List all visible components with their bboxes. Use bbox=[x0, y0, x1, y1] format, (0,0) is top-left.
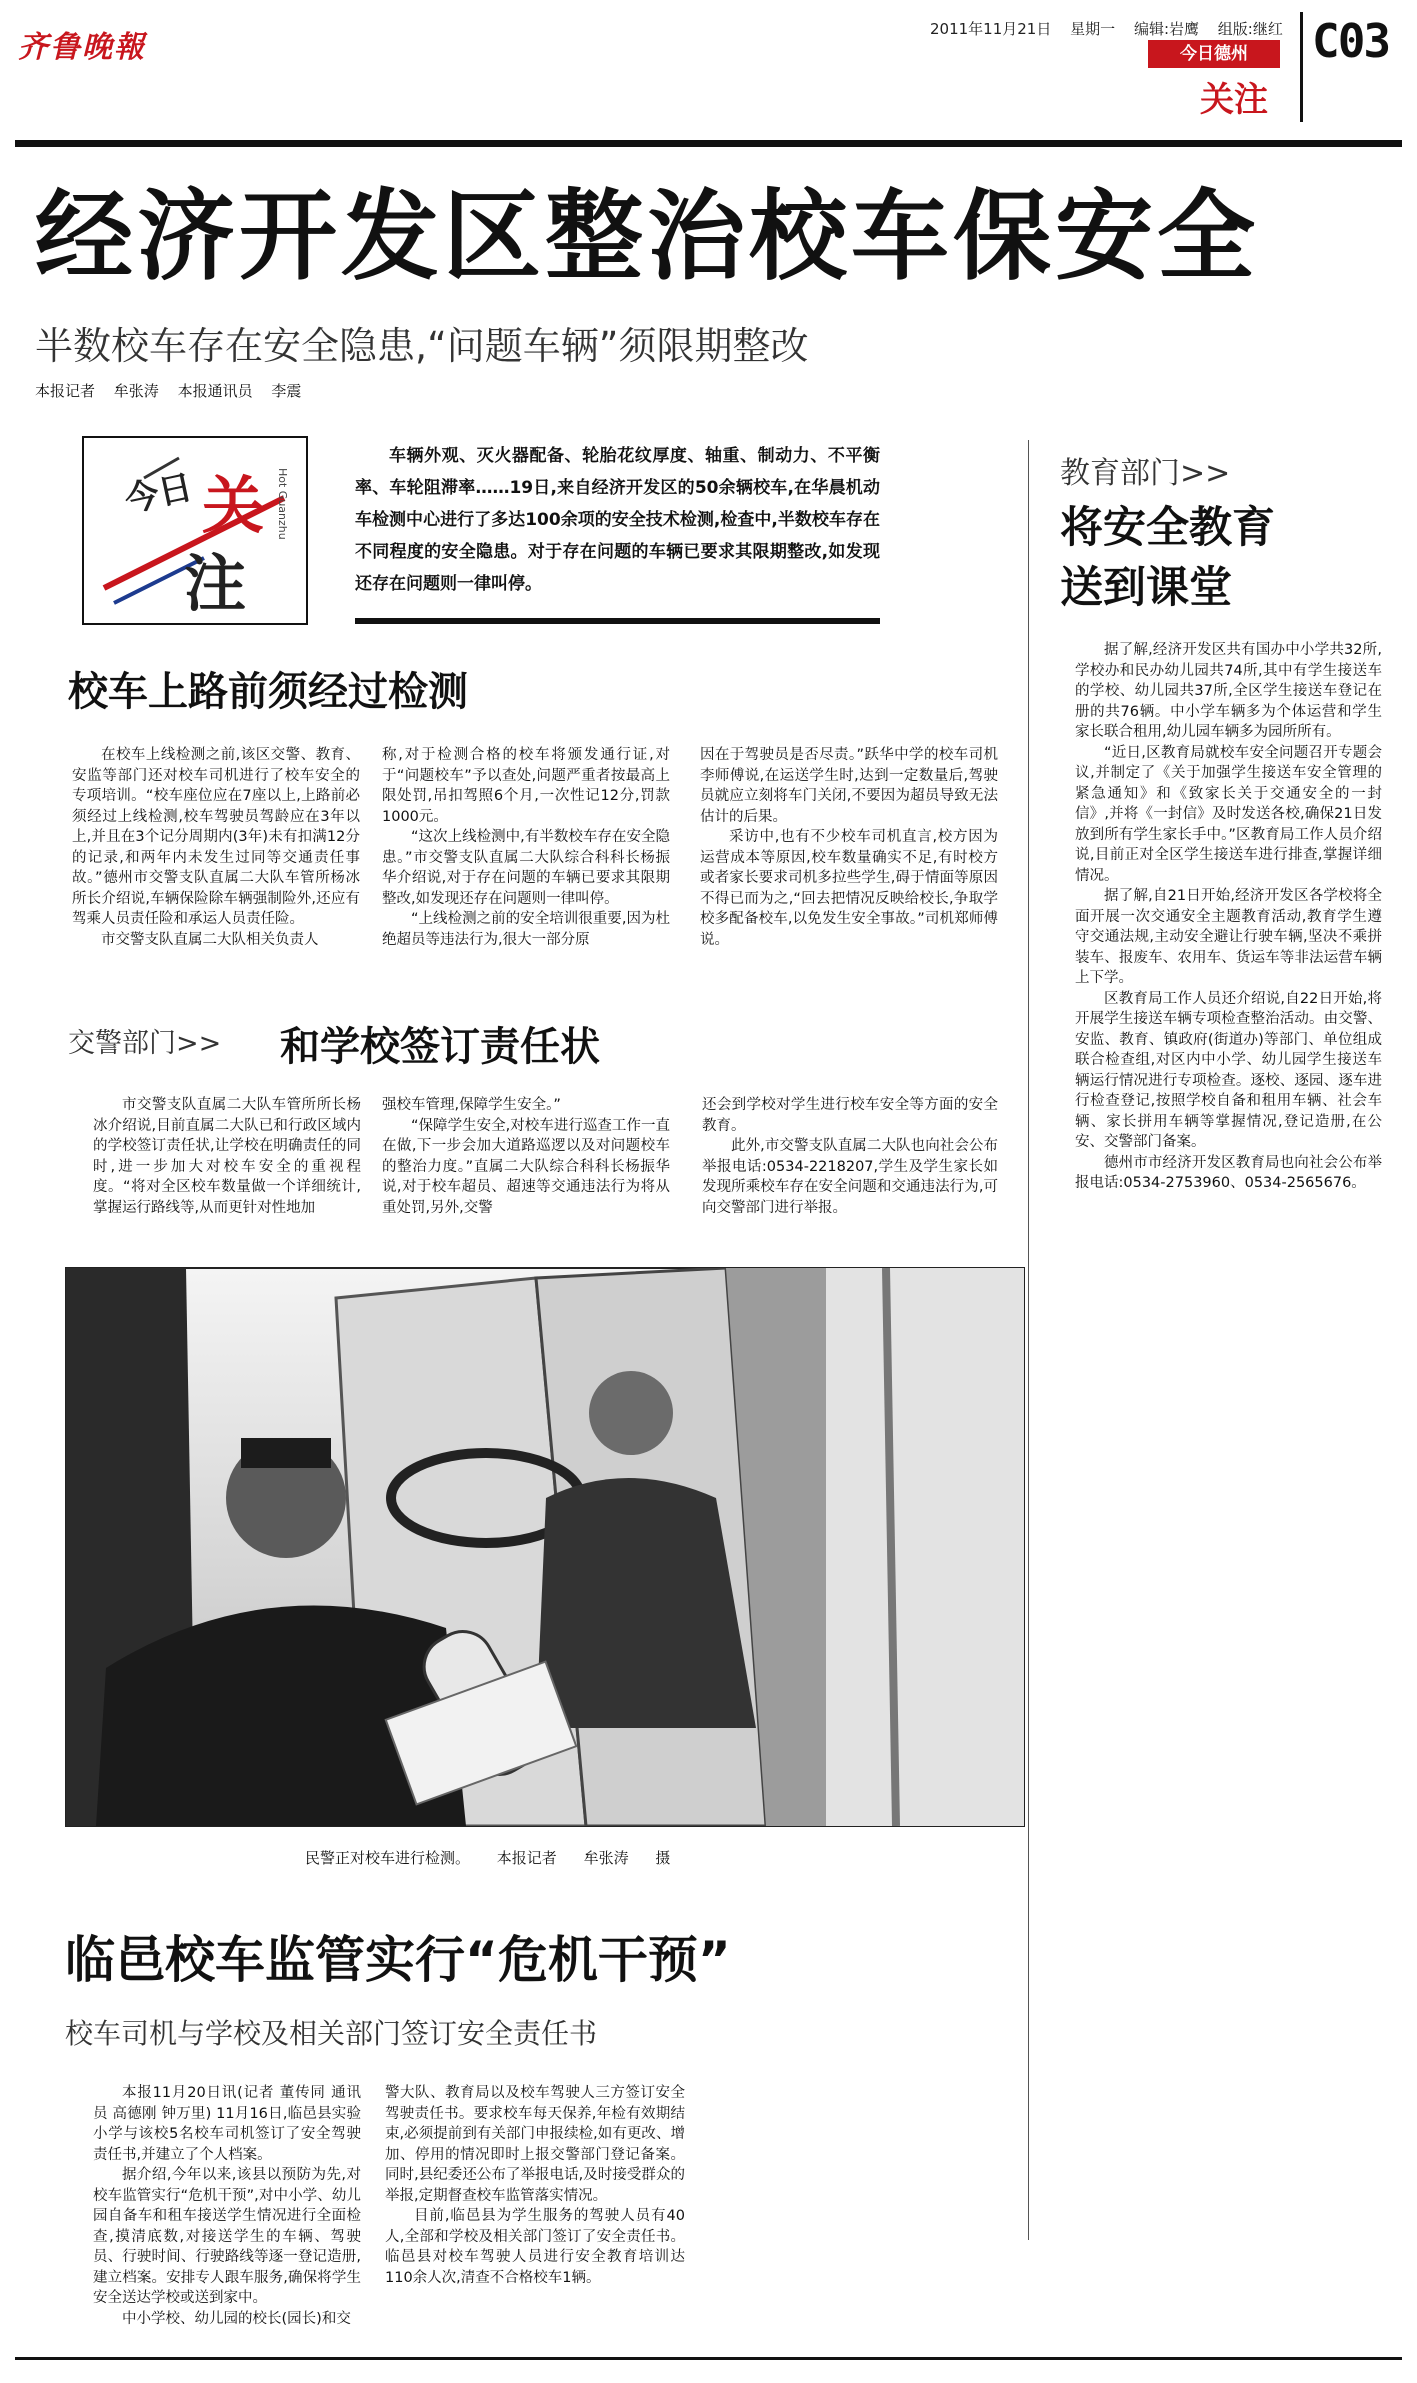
paragraph: 区教育局工作人员还介绍说,自22日开始,将开展学生接送车辆专项检查整治活动。由交警、安监、教育、镇政府(街道办)等部门、单位组成联合检查组,对区内中小学、幼儿园学生接送车辆运行情况进行专项检查。逐校、逐园、逐车进行检查登记,按照学校自备和租用车辆、社会车辆、家长拼用车辆等掌握情况,登记造册,在公安、交警部门备案。 bbox=[1075, 990, 1382, 1150]
paragraph: 强校车管理,保障学生安全。” bbox=[382, 1097, 561, 1113]
title-line: 送到课堂 bbox=[1060, 563, 1232, 613]
paragraph: 此外,市交警支队直属二大队也向社会公布举报电话:0534-2218207,学生及学生家长如发现所乘校车存在安全问题和交通违法行为,可向交警部门进行举报。 bbox=[702, 1138, 998, 1216]
text-column bbox=[385, 2083, 685, 2288]
paragraph: 市交警支队直属二大队相关负责人 bbox=[101, 931, 319, 948]
column-divider bbox=[1028, 440, 1029, 2240]
layout-credit: 组版:继红 bbox=[1217, 20, 1283, 38]
caption-text: 民警正对校车进行检测。 bbox=[305, 1849, 471, 1867]
paragraph: 据介绍,今年以来,该县以预防为先,对校车监管实行“危机干预”,对中小学、幼儿园自备车和租车接送学生情况进行全面检查,摸清底数,对接送学生的车辆、驾驶员、行驶时间、行驶路线等逐一登记造册,建立档案。安排专人跟车服务,确保将学生安全送达学校或送到家中。 bbox=[93, 2167, 361, 2306]
paragraph: 还会到学校对学生进行校车安全等方面的安全教育。 bbox=[702, 1097, 998, 1134]
byline bbox=[35, 380, 315, 401]
paragraph: 目前,临邑县为学生服务的驾驶人员有40人,全部和学校及相关部门签订了安全责任书。临邑县对校车驾驶人员进行安全教育培训达110余人次,清查不合格校车1辆。 bbox=[385, 2208, 685, 2286]
section-title bbox=[1060, 498, 1360, 618]
region-tab: 今日德州 bbox=[1148, 40, 1280, 68]
news-photo bbox=[65, 1267, 1025, 1827]
paragraph: 本报11月20日讯(记者 董传同 通讯员 高德刚 钟万里) 11月16日,临邑县实验小学与该校5名校车司机签订了安全驾驶责任书,并建立了个人档案。 bbox=[93, 2085, 361, 2163]
lead-paragraph: 车辆外观、灭火器配备、轮胎花纹厚度、轴重、制动力、不平衡率、车轮阻滞率……19日,来自经济开发区的50余辆校车,在华晨机动车检测中心进行了多达100余项的安全技术检测,检查中,半数校车存在不同程度的安全隐患。对于存在问题的车辆已要求其限期整改,如发现还存在问题则一律叫停。 bbox=[355, 446, 880, 594]
photo-caption bbox=[305, 1847, 692, 1868]
logo-char: 关 bbox=[202, 469, 265, 542]
issue-date: 2011年11月21日 bbox=[930, 20, 1052, 38]
paragraph: 警大队、教育局以及校车驾驶人三方签订安全驾驶责任书。要求校车每天保养,年检有效期结束,必须提前到有关部门申报续检,如有更改、增加、停用的情况即时上报交警部门登记备案。同时,县纪委还公布了举报电话,及时接受群众的举报,定期督查校车监管落实情况。 bbox=[385, 2085, 685, 2204]
issue-weekday: 星期一 bbox=[1070, 20, 1116, 38]
paragraph: 中小学校、幼儿园的校长(园长)和交 bbox=[122, 2310, 351, 2327]
paragraph: 因在于驾驶员是否尽责。”跃华中学的校车司机李师傅说,在运送学生时,达到一定数量后,驾驶员就应立刻将车门关闭,不要因为超员导致无法估计的后果。 bbox=[700, 747, 998, 825]
text-column bbox=[702, 1095, 998, 1218]
paragraph: 市交警支队直属二大队车管所所长杨冰介绍说,目前直属二大队已和行政区域内的学校签订责任状,让学校在明确责任的同时,进一步加大对校车安全的重视程度。“将对全区校车数量做一个详细统计,掌握运行路线等,从而更针对性地加 bbox=[93, 1097, 361, 1216]
text-column bbox=[382, 745, 670, 950]
article-subtitle: 校车司机与学校及相关部门签订安全责任书 bbox=[65, 2017, 598, 2050]
text-column bbox=[93, 2083, 361, 2329]
section-name: 关注 bbox=[1200, 80, 1268, 120]
page-headline: 经济开发区整治校车保安全 bbox=[35, 180, 1260, 294]
page-number: C03 bbox=[1312, 14, 1390, 68]
bottom-rule bbox=[15, 2357, 1402, 2360]
section-title: 校车上路前须经过检测 bbox=[68, 669, 468, 715]
paragraph: 称,对于检测合格的校车将颁发通行证,对于“问题校车”予以查处,问题严重者按最高上限处罚,吊扣驾照6个月,一次性记12分,罚款1000元。 bbox=[382, 747, 670, 825]
logo-english: Hot Guanzhu bbox=[276, 468, 289, 540]
paragraph: 在校车上线检测之前,该区交警、教育、安监等部门还对校车司机进行了校车安全的专项培训。“校车座位应在7座以上,上路前必须经过上线检测,校车驾驶员驾龄应在3年以上,并且在3个记分周期内(3年)未有扣满12分的记录,和两年内未发生过同等交通责任事故。”德州市交警支队直属二大队车管所杨冰所长介绍说,车辆保险除车辆强制险外,还应有驾乘人员责任险和承运人员责任险。 bbox=[72, 747, 360, 927]
caption-credit: 摄 bbox=[655, 1849, 671, 1867]
column-logo bbox=[82, 436, 308, 625]
byline-role: 本报记者 bbox=[35, 382, 96, 400]
page-subhead: 半数校车存在安全隐患,“问题车辆”须限期整改 bbox=[35, 324, 809, 368]
paragraph: “这次上线检测中,有半数校车存在安全隐患。”市交警支队直属二大队综合科科长杨振华介绍说,对于存在问题的车辆已要求其限期整改,如发现还存在问题则一律叫停。 bbox=[382, 829, 670, 907]
editor-credit: 编辑:岩鹰 bbox=[1133, 20, 1199, 38]
paragraph: 据了解,自21日开始,经济开发区各学校将全面开展一次交通安全主题教育活动,教育学生遵守交通法规,主动安全避让行驶车辆,坚决不乘拼装车、报废车、农用车、货运车等非法运营车辆上下学。 bbox=[1075, 888, 1382, 986]
top-rule bbox=[15, 140, 1402, 147]
byline-name: 牟张涛 bbox=[113, 382, 159, 400]
title-line: 将安全教育 bbox=[1060, 503, 1275, 553]
paragraph: 德州市市经济开发区教育局也向社会公布举报电话:0534-2753960、0534-2565676。 bbox=[1075, 1154, 1382, 1191]
section-kicker: 交警部门>> bbox=[68, 1028, 222, 1059]
byline-role: 本报通讯员 bbox=[177, 382, 253, 400]
logo-char: 注 bbox=[184, 547, 247, 620]
text-column bbox=[700, 745, 998, 950]
lead-rule bbox=[355, 618, 880, 624]
logo-char: 今日 bbox=[121, 467, 197, 521]
byline-name: 李震 bbox=[271, 382, 302, 400]
text-column bbox=[72, 745, 360, 950]
paragraph: “保障学生安全,对校车进行巡查工作一直在做,下一步会加大道路巡逻以及对问题校车的整治力度。”直属二大队综合科科长杨振华说,对于校车超员、超速等交通违法行为将从重处罚,另外,交警 bbox=[382, 1117, 670, 1216]
header-meta bbox=[930, 18, 1297, 39]
masthead-logo: 齐鲁晚報 bbox=[18, 30, 146, 65]
paragraph: “上线检测之前的安全培训很重要,因为杜绝超员等违法行为,很大一部分原 bbox=[382, 911, 670, 948]
section-title: 和学校签订责任状 bbox=[280, 1024, 600, 1070]
paragraph: “近日,区教育局就校车安全问题召开专题会议,并制定了《关于加强学生接送车安全管理的紧急通知》和《致家长关于交通安全的一封信》,并将《一封信》及时发送各校,确保21日发放到所有学生家长手中。”区教育局工作人员介绍说,目前正对全区学生接送车进行排查,掌握详细情况。 bbox=[1075, 744, 1382, 884]
text-column bbox=[382, 1095, 670, 1218]
caption-credit: 本报记者 bbox=[496, 1849, 557, 1867]
paragraph: 采访中,也有不少校车司机直言,校方因为运营成本等原因,校车数量确实不足,有时校方或者家长要求司机多拉些学生,碍于情面等原因不得已而为之,“回去把情况反映给校长,争取学校多配备校车,以免发生安全事故。”司机郑师傅说。 bbox=[700, 829, 998, 948]
article-title: 临邑校车监管实行“危机干预” bbox=[65, 1931, 731, 1989]
section-kicker: 教育部门>> bbox=[1060, 456, 1231, 491]
caption-credit: 牟张涛 bbox=[583, 1849, 629, 1867]
text-column bbox=[93, 1095, 361, 1218]
paragraph: 据了解,经济开发区共有国办中小学共32所,学校办和民办幼儿园共74所,其中有学生接送车的学校、幼儿园共37所,全区学生接送车登记在册的共76辆。中小学车辆多为个体运营和学生家长联合租用,幼儿园车辆多为园所所有。 bbox=[1075, 642, 1382, 740]
text-column bbox=[1075, 640, 1382, 1194]
header-divider bbox=[1300, 12, 1303, 122]
